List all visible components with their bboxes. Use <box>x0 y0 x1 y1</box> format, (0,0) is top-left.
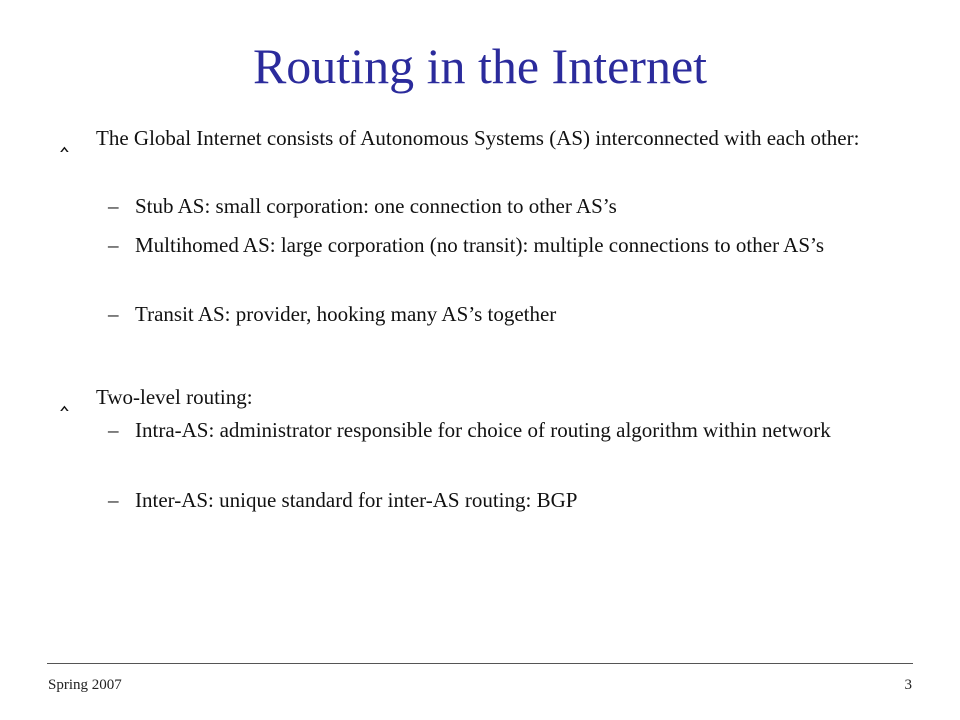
dash-icon: – <box>108 194 119 218</box>
bullet-marker-icon: ‸ <box>60 123 69 152</box>
dash-icon: – <box>108 302 119 326</box>
bullet-point-1: The Global Internet consists of Autonomous Systems (AS) interconnected with each other: <box>96 126 860 150</box>
page-number: 3 <box>904 677 912 693</box>
sub-point-1-3: Transit AS: provider, hooking many AS’s together <box>135 302 557 326</box>
sub-point-2-1: Intra-AS: administrator responsible for choice of routing algorithm within network <box>135 418 831 442</box>
footer-divider <box>47 663 913 664</box>
dash-icon: – <box>108 488 119 512</box>
sub-point-1-1: Stub AS: small corporation: one connection to other AS’s <box>135 194 617 218</box>
slide-title: Routing in the Internet <box>252 38 708 94</box>
bullet-point-2: Two-level routing: <box>96 385 253 409</box>
bullet-marker-icon: ‸ <box>60 382 69 411</box>
sub-point-2-2: Inter-AS: unique standard for inter-AS routing: BGP <box>135 488 578 512</box>
footer-date: Spring 2007 <box>48 677 122 693</box>
sub-point-1-2: Multihomed AS: large corporation (no transit): multiple connections to other AS’s <box>135 233 825 257</box>
dash-icon: – <box>108 418 119 442</box>
dash-icon: – <box>108 233 119 257</box>
